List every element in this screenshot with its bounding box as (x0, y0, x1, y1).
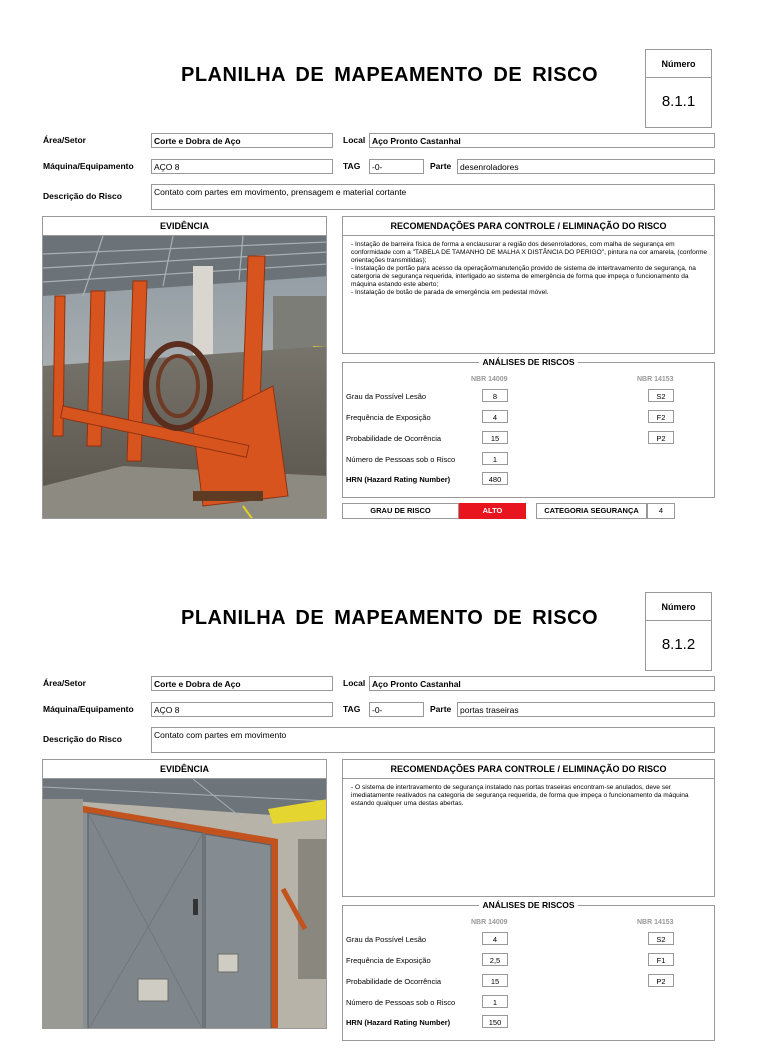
risk-grade-value: ALTO (459, 503, 526, 519)
value-14153-probability[interactable]: P2 (648, 974, 674, 987)
part-field[interactable]: desenroladores (457, 159, 715, 174)
recommendations-text (351, 241, 708, 297)
recommendations-header: RECOMENDAÇÕES PARA CONTROLE / ELIMINAÇÃO DO RISCO (343, 760, 714, 779)
value-hrn[interactable]: 480 (482, 472, 508, 485)
safety-category-value: 4 (647, 503, 675, 519)
risk-analysis-panel (342, 900, 715, 1041)
value-14153-exposure[interactable]: F1 (648, 953, 674, 966)
recommendation-item: - Instalação de botão de parada de emergência em pedestal móvel. (351, 289, 549, 296)
row-label-exposure: Frequência de Exposição (346, 956, 431, 965)
evidence-header: EVIDÊNCIA (43, 217, 326, 236)
recommendation-item: - O sistema de intertravamento de segurança instalado nas portas traseiras encontram-se anulados, deve ser imediatamente reativados na categoria de segurança requerida, de forma que impeça o funcionamento da máquina estando qualquer uma destas abertas. (351, 784, 689, 807)
nbr14153-label: NBR 14153 (637, 919, 674, 926)
number-box (645, 592, 712, 671)
tag-label: TAG (343, 704, 361, 714)
local-field[interactable]: Aço Pronto Castanhal (369, 133, 715, 148)
value-14009-people[interactable]: 1 (482, 452, 508, 465)
value-14153-exposure[interactable]: F2 (648, 410, 674, 423)
machine-field[interactable]: AÇO 8 (151, 702, 333, 717)
row-label-hrn: HRN (Hazard Rating Number) (346, 1018, 451, 1027)
safety-category-label: CATEGORIA SEGURANÇA (536, 503, 647, 519)
value-14009-exposure[interactable]: 4 (482, 410, 508, 423)
risk-description-field[interactable]: Contato com partes em movimento, prensagem e material cortante (151, 184, 715, 210)
risk-analysis-title: ANÁLISES DE RISCOS (479, 357, 577, 367)
evidence-panel (42, 216, 327, 519)
row-label-people: Número de Pessoas sob o Risco (346, 998, 456, 1007)
row-label-injury: Grau da Possível Lesão (346, 392, 427, 401)
evidence-photo-rear-doors (43, 779, 326, 1028)
risk-analysis-panel (342, 357, 715, 498)
value-14009-probability[interactable]: 15 (482, 431, 508, 444)
recommendations-panel (342, 759, 715, 897)
number-value: 8.1.2 (661, 636, 696, 653)
number-box (645, 49, 712, 128)
number-label: Número (661, 59, 696, 69)
sheet-title: PLANILHA DE MAPEAMENTO DE RISCO (181, 64, 599, 86)
evidence-panel (42, 759, 327, 1029)
local-field[interactable]: Aço Pronto Castanhal (369, 676, 715, 691)
risk-description-label: Descrição do Risco (43, 191, 122, 201)
value-14009-injury[interactable]: 8 (482, 389, 508, 402)
value-14009-injury[interactable]: 4 (482, 932, 508, 945)
machine-label: Máquina/Equipamento (43, 161, 134, 171)
risk-description-field[interactable]: Contato com partes em movimento (151, 727, 715, 753)
evidence-header: EVIDÊNCIA (43, 760, 326, 779)
machine-label: Máquina/Equipamento (43, 704, 134, 714)
evidence-photo-decoilers (43, 236, 326, 518)
area-field[interactable]: Corte e Dobra de Aço (151, 676, 333, 691)
part-field[interactable]: portas traseiras (457, 702, 715, 717)
nbr14009-label: NBR 14009 (471, 376, 508, 383)
part-label: Parte (430, 704, 452, 714)
recommendation-item: - Instação de barreira física de forma a enclausurar a região dos desenroladores, com malha de segurança em conformidade com a "TABELA DE TAMANHO DE MALHA X DISTÂNCIA DO PERIGO", pintura na cor amarela, (conforme orientações transmitidas); (351, 241, 708, 264)
risk-description-label: Descrição do Risco (43, 734, 122, 744)
value-14009-probability[interactable]: 15 (482, 974, 508, 987)
part-label: Parte (430, 161, 452, 171)
risk-analysis-title: ANÁLISES DE RISCOS (479, 900, 577, 910)
row-label-people: Número de Pessoas sob o Risco (346, 455, 456, 464)
tag-label: TAG (343, 161, 361, 171)
row-label-hrn: HRN (Hazard Rating Number) (346, 475, 451, 484)
value-14009-people[interactable]: 1 (482, 995, 508, 1008)
number-label: Número (661, 602, 696, 612)
recommendations-header: RECOMENDAÇÕES PARA CONTROLE / ELIMINAÇÃO DO RISCO (343, 217, 714, 236)
machine-field[interactable]: AÇO 8 (151, 159, 333, 174)
value-14009-exposure[interactable]: 2,5 (482, 953, 508, 966)
risk-grade-label: GRAU DE RISCO (342, 503, 459, 519)
row-label-injury: Grau da Possível Lesão (346, 935, 427, 944)
value-hrn[interactable]: 150 (482, 1015, 508, 1028)
local-label: Local (343, 678, 366, 688)
recommendation-item: - Instalação de portão para acesso da operação/manutenção provido de sistema de intertravamento de segurança, na catergoria de segurança requerida, interligado ao sistema de emergência de forma que impeça o funcionamento da máquina estando este aberto; (351, 265, 696, 288)
value-14153-probability[interactable]: P2 (648, 431, 674, 444)
row-label-exposure: Frequência de Exposição (346, 413, 431, 422)
number-value: 8.1.1 (661, 93, 696, 110)
value-14153-injury[interactable]: S2 (648, 389, 674, 402)
area-label: Área/Setor (43, 678, 86, 688)
recommendations-text (351, 784, 708, 808)
recommendations-panel (342, 216, 715, 354)
sheet-title: PLANILHA DE MAPEAMENTO DE RISCO (181, 607, 599, 629)
row-label-probability: Probabilidade de Ocorrência (346, 434, 442, 443)
risk-sheet-2 (0, 543, 768, 1063)
area-field[interactable]: Corte e Dobra de Aço (151, 133, 333, 148)
tag-field[interactable]: -0- (369, 702, 424, 717)
value-14153-injury[interactable]: S2 (648, 932, 674, 945)
nbr14153-label: NBR 14153 (637, 376, 674, 383)
local-label: Local (343, 135, 366, 145)
risk-sheet-1 (0, 0, 768, 520)
row-label-probability: Probabilidade de Ocorrência (346, 977, 442, 986)
nbr14009-label: NBR 14009 (471, 919, 508, 926)
tag-field[interactable]: -0- (369, 159, 424, 174)
area-label: Área/Setor (43, 135, 86, 145)
